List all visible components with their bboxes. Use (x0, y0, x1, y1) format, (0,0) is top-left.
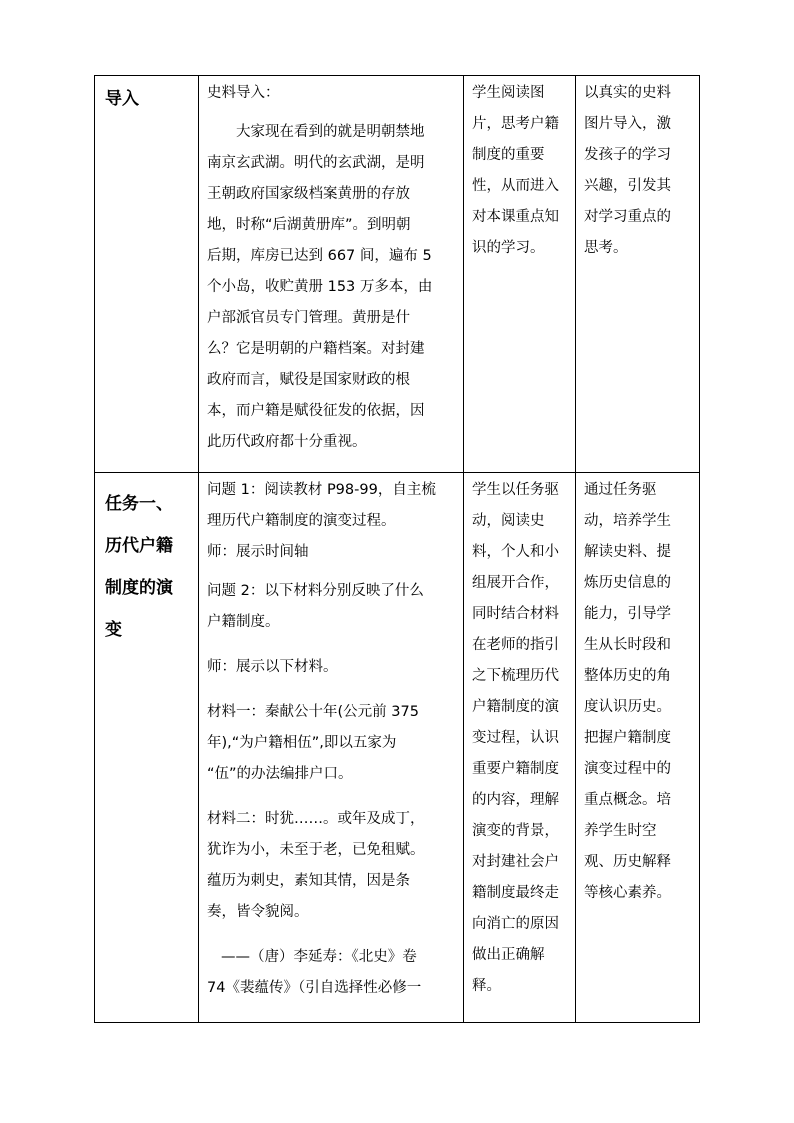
intent-line: 发孩子的学习 (584, 147, 671, 163)
intent-line: 观、历史解释 (584, 854, 671, 870)
student-line: 重要户籍制度 (472, 761, 559, 777)
paragraph-line: 此历代政府都十分重视。 (207, 434, 367, 450)
question-2-line: 问题 2：以下材料分别反映了什么 (207, 583, 424, 599)
student-line: 对本课重点知 (472, 209, 559, 225)
paragraph-line: 个小岛，收贮黄册 153 万多本，由 (207, 279, 433, 295)
student-line: 料，个人和小 (472, 544, 559, 560)
student-line: 释。 (472, 978, 501, 994)
intent-line: 思考。 (584, 240, 628, 256)
student-line: 在老师的指引 (472, 637, 559, 653)
paragraph-line: 么？它是明朝的户籍档案。对封建 (207, 341, 425, 357)
material-2-line: 蕴历为刺史，素知其情，因是条 (207, 873, 410, 889)
design-intent-cell-intro (576, 76, 700, 473)
student-line: 演变的背景， (472, 823, 559, 839)
paragraph-line: 地，时称“后湖黄册库”。到明朝 (207, 217, 411, 233)
material-2-line: 犹诈为小，未至于老，已免租赋。 (207, 842, 425, 858)
student-line: 变过程，认识 (472, 730, 559, 746)
student-line: 之下梳理历代 (472, 668, 559, 684)
intent-line: 度认识历史。 (584, 699, 671, 715)
student-line: 同时结合材料 (472, 606, 559, 622)
intent-line: 通过任务驱 (584, 482, 657, 498)
intent-line: 把握户籍制度 (584, 730, 671, 746)
paragraph-line: 后期，库房已达到 667 间，遍布 5 (207, 248, 432, 264)
intent-line: 整体历史的角 (584, 668, 671, 684)
student-line: 学生以任务驱 (472, 482, 559, 498)
material-1-line: 年),“为户籍相伍”,即以五家为 (207, 735, 397, 751)
stage-label-line: 制度的演 (105, 578, 173, 598)
student-line: 性，从而进入 (472, 178, 559, 194)
student-line: 片，思考户籍 (472, 116, 559, 132)
student-line: 学生阅读图 (472, 85, 545, 101)
table-row-intro (95, 76, 700, 473)
paragraph-line: 户部派官员专门管理。黄册是什 (207, 310, 410, 326)
table-row-task-one (95, 473, 700, 1023)
question-1-line: 理历代户籍制度的演变过程。 (207, 513, 396, 529)
paragraph-line: 政府而言，赋役是国家财政的根 (207, 372, 410, 388)
stage-cell-intro (95, 76, 199, 473)
paragraph-line: 本，而户籍是赋役征发的依据，因 (207, 403, 425, 419)
material-2-line: 奏，皆令貌阅。 (207, 904, 309, 920)
intent-line: 动，培养学生 (584, 513, 671, 529)
student-activity-cell-intro (464, 76, 576, 473)
content-paragraph (207, 117, 457, 458)
intent-line: 图片导入，激 (584, 116, 671, 132)
intent-line: 炼历史信息的 (584, 575, 671, 591)
teacher-step-1: 师：展示时间轴 (207, 544, 309, 560)
content-title: 史料导入： (207, 85, 280, 101)
stage-label-line: 历代户籍 (105, 536, 173, 556)
paragraph-line: 王朝政府国家级档案黄册的存放 (207, 186, 410, 202)
intent-line: 生从长时段和 (584, 637, 671, 653)
student-line: 对封建社会户 (472, 854, 559, 870)
stage-label: 导入 (105, 89, 139, 109)
question-2-line: 户籍制度。 (207, 614, 280, 630)
material-2-line: 材料二：时犹……。或年及成丁， (207, 811, 425, 827)
student-line: 做出正确解 (472, 947, 545, 963)
intent-line: 重点概念。培 (584, 792, 671, 808)
student-activity-cell-task-one (464, 473, 576, 1023)
stage-label-line: 变 (105, 620, 122, 640)
intent-line: 养学生时空 (584, 823, 657, 839)
student-line: 组展开合作， (472, 575, 559, 591)
stage-cell-task-one (95, 473, 199, 1023)
intent-line: 对学习重点的 (584, 209, 671, 225)
intent-line: 能力，引导学 (584, 606, 671, 622)
student-line: 制度的重要 (472, 147, 545, 163)
paragraph-line: 南京玄武湖。明代的玄武湖，是明 (207, 155, 425, 171)
intent-line: 解读史料、提 (584, 544, 671, 560)
student-line: 籍制度最终走 (472, 885, 559, 901)
student-line: 动，阅读史 (472, 513, 545, 529)
paragraph-line: 大家现在看到的就是明朝禁地 (236, 124, 425, 140)
question-1-line: 问题 1：阅读教材 P98-99，自主梳 (207, 482, 436, 498)
lesson-plan-table (94, 75, 700, 1023)
intent-line: 兴趣，引发其 (584, 178, 671, 194)
source-line: ——（唐）李延寿：《北史》卷 (221, 949, 417, 965)
intent-line: 以真实的史料 (584, 85, 671, 101)
intent-line: 等核心素养。 (584, 885, 671, 901)
material-1-line: “伍”的办法编排户口。 (207, 766, 353, 782)
content-cell-task-one (199, 473, 464, 1023)
source-line: 74《裴蕴传》（引自选择性必修一 (207, 980, 422, 996)
student-line: 户籍制度的演 (472, 699, 559, 715)
stage-label-line: 任务一、 (105, 494, 173, 514)
teacher-step-2: 师：展示以下材料。 (207, 659, 338, 675)
material-1-line: 材料一：秦献公十年(公元前 375 (207, 704, 419, 720)
student-line: 的内容，理解 (472, 792, 559, 808)
content-cell-intro (199, 76, 464, 473)
intent-line: 演变过程中的 (584, 761, 671, 777)
student-line: 向消亡的原因 (472, 916, 559, 932)
student-line: 识的学习。 (472, 240, 545, 256)
design-intent-cell-task-one (576, 473, 700, 1023)
